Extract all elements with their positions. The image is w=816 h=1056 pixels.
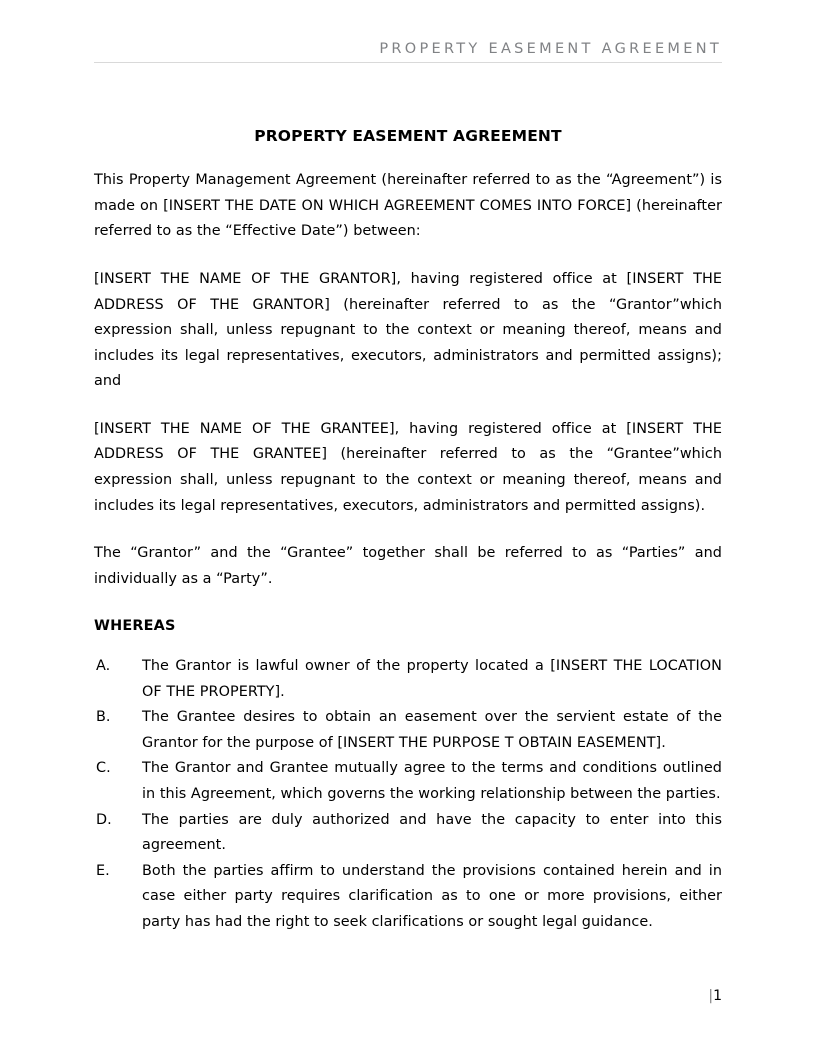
whereas-heading: WHEREAS: [94, 618, 176, 635]
paragraph-parties: The “Grantor” and the “Grantee” together shall be referred to as “Parties” and individually as a “Party”.: [94, 545, 722, 587]
list-item-text: The Grantee desires to obtain an easement over the servient estate of the Grantor for the purpose of [INSERT THE PURPOSE T OBTAIN EASEMENT].: [142, 709, 722, 751]
list-item-marker: E.: [96, 862, 110, 879]
recitals-list: [94, 654, 722, 936]
document-title: PROPERTY EASEMENT AGREEMENT: [254, 127, 562, 145]
list-item-marker: C.: [96, 760, 111, 777]
header-divider: [94, 62, 722, 63]
list-item: [94, 756, 722, 807]
list-item-text: The Grantor and Grantee mutually agree to the terms and conditions outlined in this Agreement, which governs the working relationship between the parties.: [142, 760, 722, 803]
paragraph-grantor: [INSERT THE NAME OF THE GRANTOR], having registered office at [INSERT THE ADDRESS OF THE GRANTOR] (hereinafter referred to as the “Grantor”which expression shall, unless repugnant to the context or meaning thereof, means and includes its legal representatives, executors, administrators and permitted assigns); and: [94, 270, 722, 390]
list-item: [94, 808, 722, 859]
list-item: [94, 859, 722, 936]
document-body: [94, 126, 722, 936]
list-item-text: Both the parties affirm to understand the provisions contained herein and in case either party requires clarification as to one or more provisions, either party has had the right to seek clarifications or sought legal guidance.: [142, 862, 722, 930]
list-item: [94, 705, 722, 756]
list-item-text: The Grantor is lawful owner of the property located a [INSERT THE LOCATION OF THE PROPERTY].: [142, 658, 722, 700]
paragraph-grantee: [INSERT THE NAME OF THE GRANTEE], having registered office at [INSERT THE ADDRESS OF THE GRANTEE] (hereinafter referred to as the “Grantee”which expression shall, unless repugnant to the context or meaning thereof, means and includes its legal representatives, executors, administrators and permitted assigns).: [94, 420, 722, 514]
running-header-title: PROPERTY EASEMENT AGREEMENT: [379, 41, 722, 57]
running-header: [94, 38, 722, 63]
list-item-text: The parties are duly authorized and have the capacity to enter into this agreement.: [142, 811, 722, 854]
list-item-marker: D.: [96, 811, 112, 828]
list-item-marker: B.: [96, 709, 111, 726]
paragraph-preamble: This Property Management Agreement (hereinafter referred to as the “Agreement”) is made on [INSERT THE DATE ON WHICH AGREEMENT COMES INTO FORCE] (hereinafter referred to as the “Effective Date”) between:: [94, 172, 722, 240]
list-item-marker: A.: [96, 658, 111, 675]
list-item: [94, 654, 722, 705]
footer-separator: |: [708, 988, 714, 1004]
page-footer: [94, 988, 722, 1005]
page-number: 1: [713, 988, 722, 1004]
